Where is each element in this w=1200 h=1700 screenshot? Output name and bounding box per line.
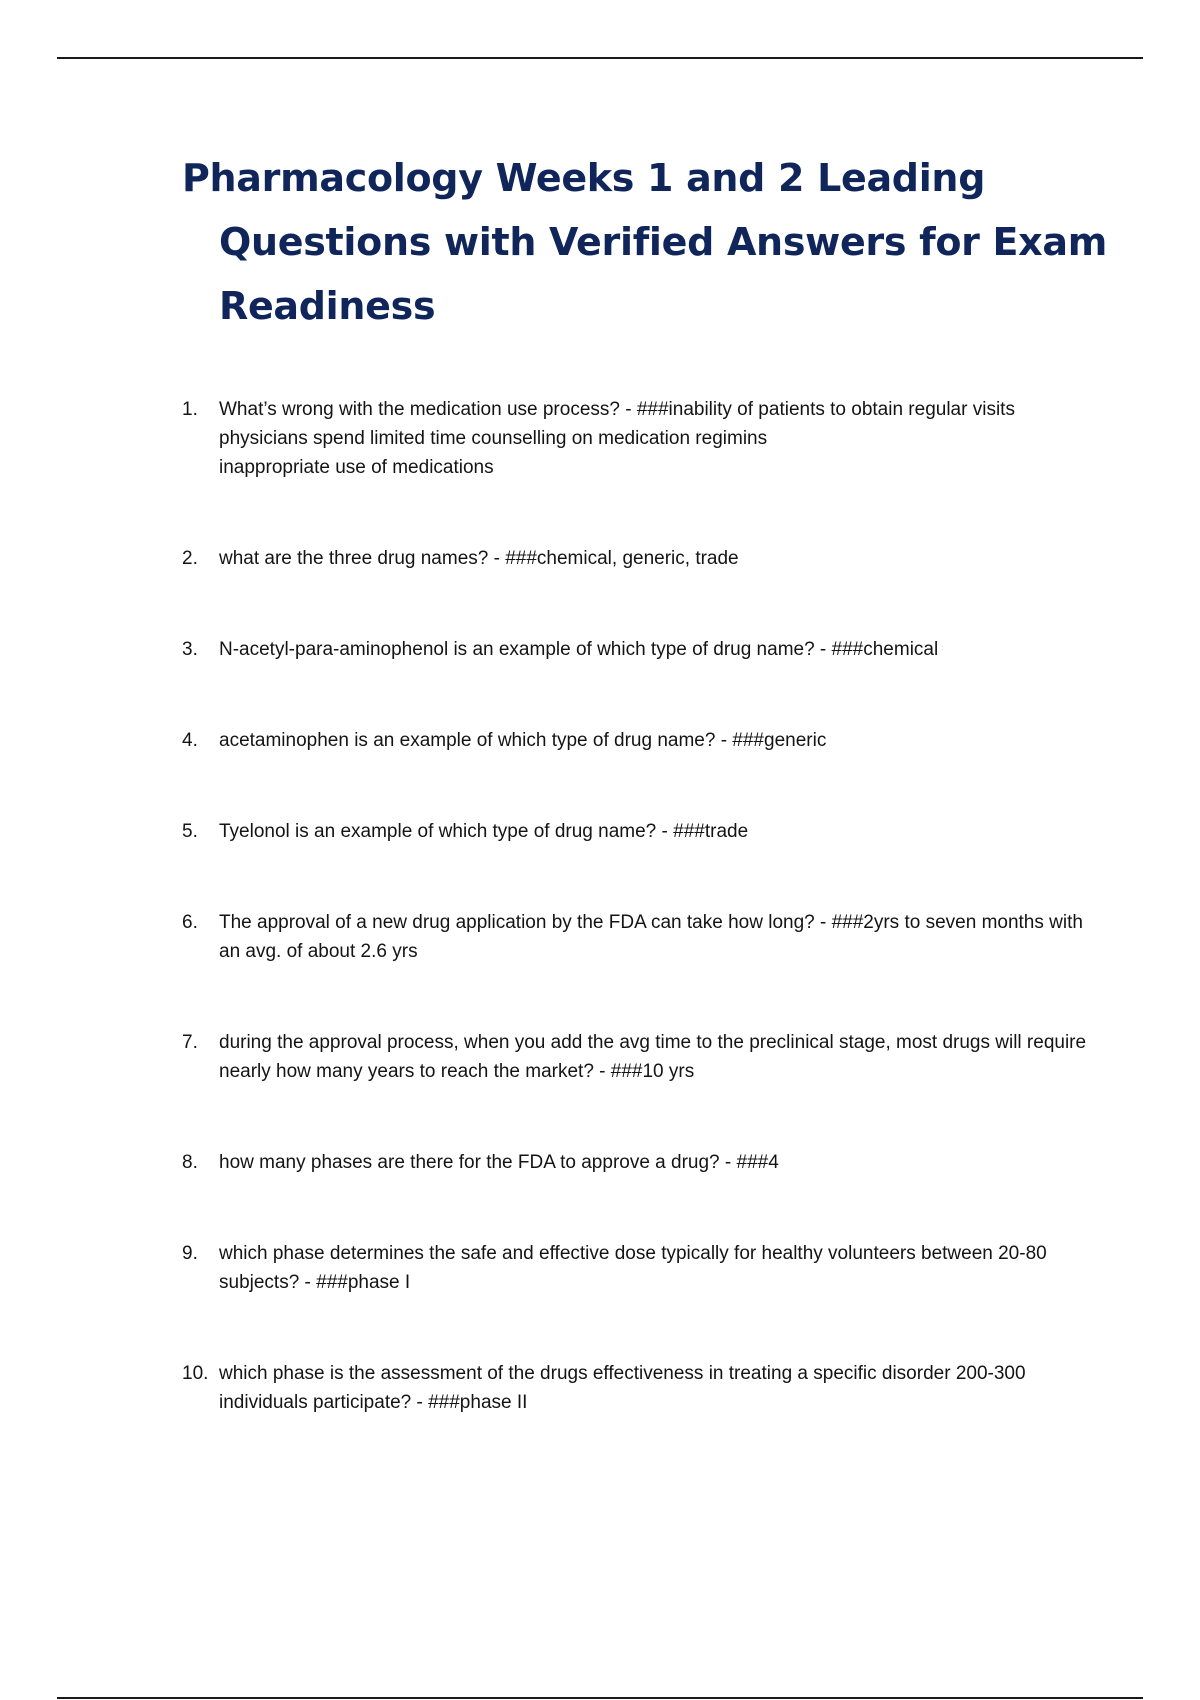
item-number: 6. bbox=[182, 912, 198, 933]
list-item bbox=[182, 1148, 1092, 1177]
item-text: what are the three drug names? - ###chemical, generic, trade bbox=[219, 548, 739, 569]
item-number: 8. bbox=[182, 1152, 198, 1173]
item-text: Tyelonol is an example of which type of drug name? - ###trade bbox=[219, 821, 749, 842]
item-text: which phase is the assessment of the drugs effectiveness in treating a specific disorder 200-300 individuals participate? - ###phase II bbox=[219, 1363, 1026, 1413]
top-rule bbox=[57, 57, 1143, 59]
list-item bbox=[182, 908, 1092, 966]
item-text: during the approval process, when you add the avg time to the preclinical stage, most drugs will require nearly how many years to reach the market? - ###10 yrs bbox=[219, 1032, 1087, 1082]
item-number: 3. bbox=[182, 639, 198, 660]
item-number: 5. bbox=[182, 821, 198, 842]
item-text: N-acetyl-para-aminophenol is an example of which type of drug name? - ###chemical bbox=[219, 639, 939, 660]
item-text: how many phases are there for the FDA to approve a drug? - ###4 bbox=[219, 1152, 779, 1173]
list-item bbox=[182, 1239, 1092, 1297]
item-text: The approval of a new drug application by the FDA can take how long? - ###2yrs to seven months with an avg. of about 2.6 yrs bbox=[219, 912, 1083, 962]
list-item bbox=[182, 395, 1092, 482]
item-text: which phase determines the safe and effective dose typically for healthy volunteers between 20-80 subjects? - ###phase I bbox=[219, 1243, 1047, 1293]
item-text: acetaminophen is an example of which type of drug name? - ###generic bbox=[219, 730, 827, 751]
list-item bbox=[182, 1028, 1092, 1086]
item-number: 2. bbox=[182, 548, 198, 569]
list-item bbox=[182, 544, 1092, 573]
document-title: Pharmacology Weeks 1 and 2 Leading Questions with Verified Answers for Exam Readiness bbox=[182, 156, 1108, 328]
bottom-rule bbox=[57, 1697, 1143, 1699]
item-number: 9. bbox=[182, 1243, 198, 1264]
list-item bbox=[182, 726, 1092, 755]
list-item bbox=[182, 1359, 1092, 1417]
item-text: What’s wrong with the medication use process? - ###inability of patients to obtain regular visits physicians spend limited time counselling on medication regimins inappropriate use of medications bbox=[219, 399, 1015, 478]
item-number: 1. bbox=[182, 399, 198, 420]
question-list bbox=[182, 395, 1092, 1417]
item-number: 7. bbox=[182, 1032, 198, 1053]
list-item bbox=[182, 817, 1092, 846]
list-item bbox=[182, 635, 1092, 664]
item-number: 10. bbox=[182, 1363, 209, 1384]
item-number: 4. bbox=[182, 730, 198, 751]
